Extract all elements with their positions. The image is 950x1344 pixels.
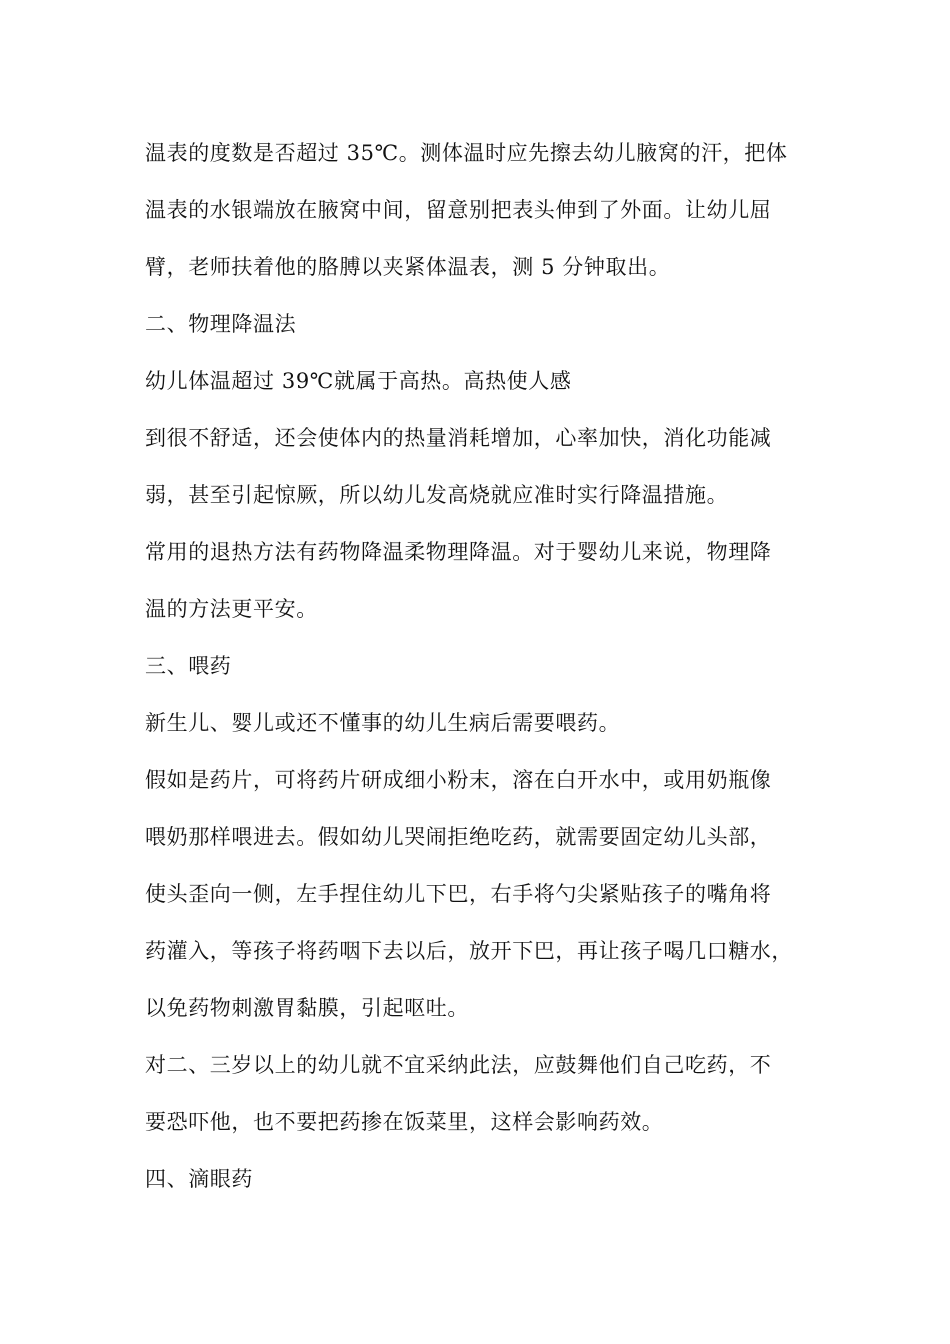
paragraph-line: 温表的度数是否超过 35℃。测体温时应先擦去幼儿腋窝的汗，把体 bbox=[145, 141, 788, 165]
paragraph-line: 到很不舒适，还会使体内的热量消耗增加，心率加快，消化功能减 bbox=[145, 426, 772, 450]
paragraph-line: 臂，老师扶着他的胳膊以夹紧体温表，测 5 分钟取出。 bbox=[145, 255, 671, 279]
paragraph-line: 弱，甚至引起惊厥，所以幼儿发高烧就应准时实行降温措施。 bbox=[145, 483, 729, 507]
paragraph-line: 喂奶那样喂进去。假如幼儿哭闹拒绝吃药，就需要固定幼儿头部， bbox=[145, 825, 772, 849]
section-heading: 四、滴眼药 bbox=[145, 1167, 253, 1191]
section-heading: 二、物理降温法 bbox=[145, 312, 297, 336]
paragraph-line: 常用的退热方法有药物降温柔物理降温。对于婴幼儿来说，物理降 bbox=[145, 540, 772, 564]
paragraph-line: 使头歪向一侧，左手捏住幼儿下巴，右手将勺尖紧贴孩子的嘴角将 bbox=[145, 882, 772, 906]
paragraph-line: 新生儿、婴儿或还不懂事的幼儿生病后需要喂药。 bbox=[145, 711, 621, 735]
paragraph-line: 以免药物刺激胃黏膜，引起呕吐。 bbox=[145, 996, 469, 1020]
paragraph-line: 药灌入，等孩子将药咽下去以后，放开下巴，再让孩子喝几口糖水， bbox=[145, 939, 793, 963]
paragraph-line: 要恐吓他，也不要把药掺在饭菜里，这样会影响药效。 bbox=[145, 1110, 664, 1134]
paragraph-line: 幼儿体温超过 39℃就属于高热。高热使人感 bbox=[145, 369, 572, 393]
paragraph-line: 温的方法更平安。 bbox=[145, 597, 318, 621]
section-heading: 三、喂药 bbox=[145, 654, 232, 678]
paragraph-line: 假如是药片，可将药片研成细小粉末，溶在白开水中，或用奶瓶像 bbox=[145, 768, 772, 792]
paragraph-line: 温表的水银端放在腋窝中间，留意别把表头伸到了外面。让幼儿屈 bbox=[145, 198, 772, 222]
paragraph-line: 对二、三岁以上的幼儿就不宜采纳此法，应鼓舞他们自己吃药，不 bbox=[145, 1053, 772, 1077]
